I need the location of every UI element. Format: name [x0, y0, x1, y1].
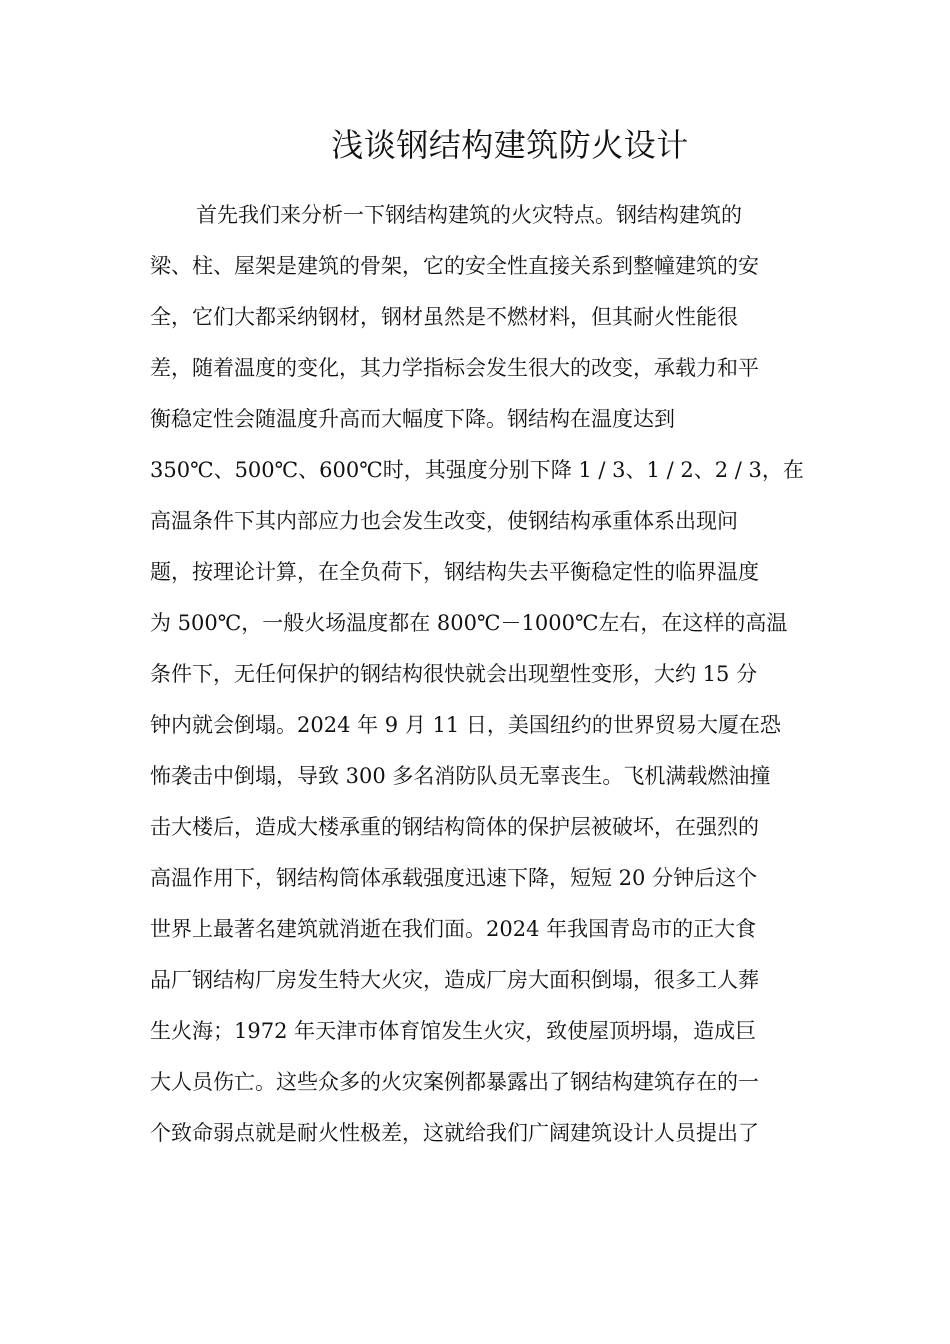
paragraph-line: 生火海；1972 年天津市体育馆发生火灾，致使屋顶坍塌，造成巨: [150, 1019, 757, 1043]
paragraph-line: 差，随着温度的变化，其力学指标会发生很大的改变，承载力和平: [150, 356, 759, 380]
paragraph-line: 高温条件下其内部应力也会发生改变，使钢结构承重体系出现问: [150, 509, 738, 533]
paragraph-line: 钟内就会倒塌。2024 年 9 月 11 日，美国纽约的世界贸易大厦在恐: [150, 713, 781, 737]
paragraph-line: 个致命弱点就是耐火性极差，这就给我们广阔建筑设计人员提出了: [150, 1121, 759, 1145]
paragraph-line: 350℃、500℃、600℃时，其强度分别下降 1 / 3、1 / 2、2 / 3，在: [150, 458, 804, 482]
paragraph-line: 为 500℃，一般火场温度都在 800℃－1000℃左右，在这样的高温: [150, 611, 788, 635]
paragraph-line: 怖袭击中倒塌，导致 300 多名消防队员无辜丧生。飞机满载燃油撞: [150, 764, 771, 788]
paragraph-line: 击大楼后，造成大楼承重的钢结构筒体的保护层被破坏，在强烈的: [150, 815, 759, 839]
paragraph-line: 大人员伤亡。这些众多的火灾案例都暴露出了钢结构建筑存在的一: [150, 1070, 759, 1094]
paragraph-line: 品厂钢结构厂房发生特大火灾，造成厂房大面积倒塌，很多工人葬: [150, 968, 759, 992]
paragraph-line: 全，它们大都采纳钢材，钢材虽然是不燃材料，但其耐火性能很: [150, 305, 738, 329]
document-title: 浅谈钢结构建筑防火设计: [331, 126, 689, 164]
paragraph-line: 高温作用下，钢结构筒体承载强度迅速下降，短短 20 分钟后这个: [150, 866, 758, 890]
paragraph-line: 世界上最著名建筑就消逝在我们面。2024 年我国青岛市的正大食: [150, 917, 757, 941]
paragraph-line: 梁、柱、屋架是建筑的骨架，它的安全性直接关系到整幢建筑的安: [150, 254, 759, 278]
paragraph-line: 衡稳定性会随温度升高而大幅度下降。钢结构在温度达到: [150, 407, 675, 431]
document-body: [150, 190, 810, 1159]
paragraph-line: 题，按理论计算，在全负荷下，钢结构失去平衡稳定性的临界温度: [150, 560, 759, 584]
paragraph-line: 首先我们来分析一下钢结构建筑的火灾特点。钢结构建筑的: [196, 203, 742, 227]
paragraph-line: 条件下，无任何保护的钢结构很快就会出现塑性变形，大约 15 分: [150, 662, 758, 686]
